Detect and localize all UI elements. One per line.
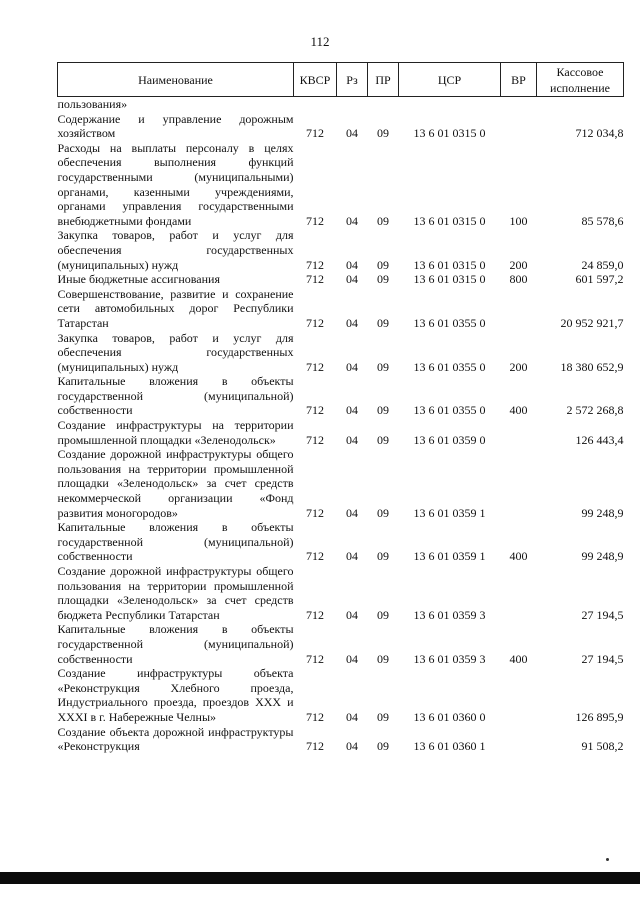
cell-rz: 04 bbox=[346, 359, 358, 374]
cell-csr: 13 6 01 0359 3 bbox=[413, 651, 486, 666]
cell-pr: 09 bbox=[377, 126, 389, 141]
table-row bbox=[58, 287, 624, 331]
cell-vr bbox=[501, 287, 537, 331]
cell-pr: 09 bbox=[377, 432, 389, 447]
cell-csr: 13 6 01 0360 0 bbox=[413, 709, 486, 724]
cell-amount: 85 578,6 bbox=[581, 213, 624, 228]
cell-csr: 13 6 01 0315 0 bbox=[413, 272, 486, 287]
cell-pr: 09 bbox=[377, 315, 389, 330]
cell-kvsr: 712 bbox=[306, 213, 324, 228]
cell-rz: 04 bbox=[346, 257, 358, 272]
cell-amount: 20 952 921,7 bbox=[560, 315, 624, 330]
cell-pr: 09 bbox=[377, 709, 389, 724]
cell-kvsr bbox=[294, 97, 337, 112]
cell-kvsr: 712 bbox=[306, 549, 324, 564]
cell-rz bbox=[337, 97, 368, 112]
cell-pr bbox=[368, 97, 399, 112]
table-row bbox=[58, 112, 624, 141]
cell-csr: 13 6 01 0360 1 bbox=[413, 739, 486, 754]
cell-vr bbox=[501, 418, 537, 447]
cell-name: Создание дорожной инфраструктуры общего пользования на территории промышленной площадки «Зеленодольск» за счет средств некоммерческой организации «Фонд развития моногородов» bbox=[57, 447, 294, 520]
cell-rz: 04 bbox=[346, 607, 358, 622]
cell-rz: 04 bbox=[346, 213, 358, 228]
cell-kvsr: 712 bbox=[306, 359, 324, 374]
cell-amount: 601 597,2 bbox=[575, 272, 624, 287]
cell-kvsr: 712 bbox=[306, 651, 324, 666]
cell-csr: 13 6 01 0355 0 bbox=[413, 403, 486, 418]
cell-rz: 04 bbox=[346, 403, 358, 418]
cell-pr: 09 bbox=[377, 403, 389, 418]
table-row bbox=[58, 141, 624, 229]
cell-kvsr: 712 bbox=[306, 315, 324, 330]
cell-amount: 99 248,9 bbox=[581, 549, 624, 564]
cell-vr: 400 bbox=[509, 549, 528, 564]
cell-amount: 712 034,8 bbox=[575, 126, 624, 141]
cell-rz: 04 bbox=[346, 432, 358, 447]
cell-vr: 100 bbox=[509, 213, 528, 228]
scan-speck bbox=[606, 858, 609, 861]
table-row bbox=[58, 228, 624, 272]
header-pr: ПР bbox=[368, 63, 399, 97]
cell-rz: 04 bbox=[346, 549, 358, 564]
cell-csr: 13 6 01 0359 1 bbox=[413, 505, 486, 520]
table-row bbox=[58, 622, 624, 666]
cell-name: Капитальные вложения в объекты государственной (муниципальной) собственности bbox=[57, 520, 294, 564]
cell-name: Совершенствование, развитие и сохранение сети автомобильных дорог Республики Татарстан bbox=[57, 286, 294, 330]
cell-name: Создание дорожной инфраструктуры общего пользования на территории промышленной площадки «Зеленодольск» за счет средств бюджета Республики Татарстан bbox=[57, 564, 294, 622]
cell-kvsr: 712 bbox=[306, 257, 324, 272]
cell-amount: 27 194,5 bbox=[581, 607, 624, 622]
cell-pr: 09 bbox=[377, 359, 389, 374]
cell-vr: 200 bbox=[509, 359, 528, 374]
table-row bbox=[58, 331, 624, 375]
cell-name: Закупка товаров, работ и услуг для обеспечения государственных (муниципальных) нужд bbox=[57, 228, 294, 272]
table-row bbox=[58, 666, 624, 724]
cell-name: Создание инфраструктуры на территории промышленной площадки «Зеленодольск» bbox=[57, 418, 294, 447]
header-kvsr: КВСР bbox=[294, 63, 337, 97]
cell-amount: 99 248,9 bbox=[581, 505, 624, 520]
cell-csr: 13 6 01 0315 0 bbox=[413, 126, 486, 141]
cell-name: Капитальные вложения в объекты государственной (муниципальной) собственности bbox=[57, 622, 294, 666]
cell-name: Капитальные вложения в объекты государственной (муниципальной) собственности bbox=[57, 374, 294, 418]
cell-vr bbox=[501, 666, 537, 724]
table-row bbox=[58, 374, 624, 418]
cell-amount: 126 443,4 bbox=[575, 432, 624, 447]
cell-vr bbox=[501, 97, 537, 112]
cell-csr: 13 6 01 0359 1 bbox=[413, 549, 486, 564]
cell-vr: 200 bbox=[509, 257, 528, 272]
cell-amount: 24 859,0 bbox=[581, 257, 624, 272]
table-body bbox=[58, 97, 624, 754]
cell-amount: 27 194,5 bbox=[581, 651, 624, 666]
table-row bbox=[58, 447, 624, 520]
scan-edge-bar bbox=[0, 872, 640, 884]
cell-csr: 13 6 01 0315 0 bbox=[413, 257, 486, 272]
cell-amount: 18 380 652,9 bbox=[560, 359, 624, 374]
table-row bbox=[58, 564, 624, 622]
cell-rz: 04 bbox=[346, 126, 358, 141]
cell-amount: 2 572 268,8 bbox=[566, 403, 624, 418]
cell-amount: 91 508,2 bbox=[581, 739, 624, 754]
cell-csr: 13 6 01 0359 3 bbox=[413, 607, 486, 622]
cell-pr: 09 bbox=[377, 272, 389, 287]
cell-vr bbox=[501, 564, 537, 622]
budget-table bbox=[57, 62, 624, 754]
cell-vr bbox=[501, 725, 537, 754]
cell-kvsr: 712 bbox=[306, 403, 324, 418]
cell-pr: 09 bbox=[377, 739, 389, 754]
cell-csr: 13 6 01 0355 0 bbox=[413, 315, 486, 330]
header-csr: ЦСР bbox=[399, 63, 501, 97]
cell-pr: 09 bbox=[377, 549, 389, 564]
cell-vr bbox=[501, 112, 537, 141]
cell-pr: 09 bbox=[377, 505, 389, 520]
cell-amount: 126 895,9 bbox=[575, 709, 624, 724]
cell-kvsr: 712 bbox=[306, 739, 324, 754]
table-row bbox=[58, 97, 624, 112]
table-row bbox=[58, 725, 624, 754]
cell-kvsr: 712 bbox=[306, 607, 324, 622]
cell-vr bbox=[501, 447, 537, 520]
cell-vr: 400 bbox=[509, 651, 528, 666]
header-amount: Кассовое исполнение bbox=[537, 63, 624, 97]
cell-name: Расходы на выплаты персоналу в целях обеспечения выполнения функций государственными (муниципальными) органами, казенными учреждениями, органами управления государственными внебюджетными фондами bbox=[57, 140, 294, 228]
header-vr: ВР bbox=[501, 63, 537, 97]
cell-csr: 13 6 01 0315 0 bbox=[413, 213, 486, 228]
cell-vr: 400 bbox=[509, 403, 528, 418]
cell-kvsr: 712 bbox=[306, 432, 324, 447]
cell-name: Создание инфраструктуры объекта «Реконструкция Хлебного проезда, Индустриального проезда, проездов XXX и XXXI в г. Набережные Челны» bbox=[57, 666, 294, 724]
cell-rz: 04 bbox=[346, 315, 358, 330]
cell-pr: 09 bbox=[377, 213, 389, 228]
cell-rz: 04 bbox=[346, 709, 358, 724]
cell-csr: 13 6 01 0355 0 bbox=[413, 359, 486, 374]
table-header-row bbox=[58, 63, 624, 97]
header-name: Наименование bbox=[58, 63, 294, 97]
table-row bbox=[58, 520, 624, 564]
cell-kvsr: 712 bbox=[306, 709, 324, 724]
cell-kvsr: 712 bbox=[306, 272, 324, 287]
header-rz: Рз bbox=[337, 63, 368, 97]
table-row bbox=[58, 418, 624, 447]
cell-amount bbox=[537, 97, 624, 112]
cell-pr: 09 bbox=[377, 257, 389, 272]
cell-pr: 09 bbox=[377, 651, 389, 666]
cell-kvsr: 712 bbox=[306, 126, 324, 141]
table-row bbox=[58, 272, 624, 287]
page-number: 112 bbox=[310, 34, 330, 49]
cell-rz: 04 bbox=[346, 739, 358, 754]
cell-name: Создание объекта дорожной инфраструктуры «Реконструкция bbox=[57, 724, 294, 754]
cell-kvsr: 712 bbox=[306, 505, 324, 520]
cell-rz: 04 bbox=[346, 505, 358, 520]
cell-rz: 04 bbox=[346, 651, 358, 666]
cell-name: пользования» bbox=[57, 97, 128, 111]
cell-name: Содержание и управление дорожным хозяйством bbox=[57, 111, 294, 141]
cell-csr bbox=[399, 97, 501, 112]
cell-vr: 800 bbox=[509, 272, 528, 287]
cell-rz: 04 bbox=[346, 272, 358, 287]
cell-name: Закупка товаров, работ и услуг для обеспечения государственных (муниципальных) нужд bbox=[57, 330, 294, 374]
cell-name: Иные бюджетные ассигнования bbox=[57, 272, 220, 287]
cell-pr: 09 bbox=[377, 607, 389, 622]
cell-csr: 13 6 01 0359 0 bbox=[413, 432, 486, 447]
